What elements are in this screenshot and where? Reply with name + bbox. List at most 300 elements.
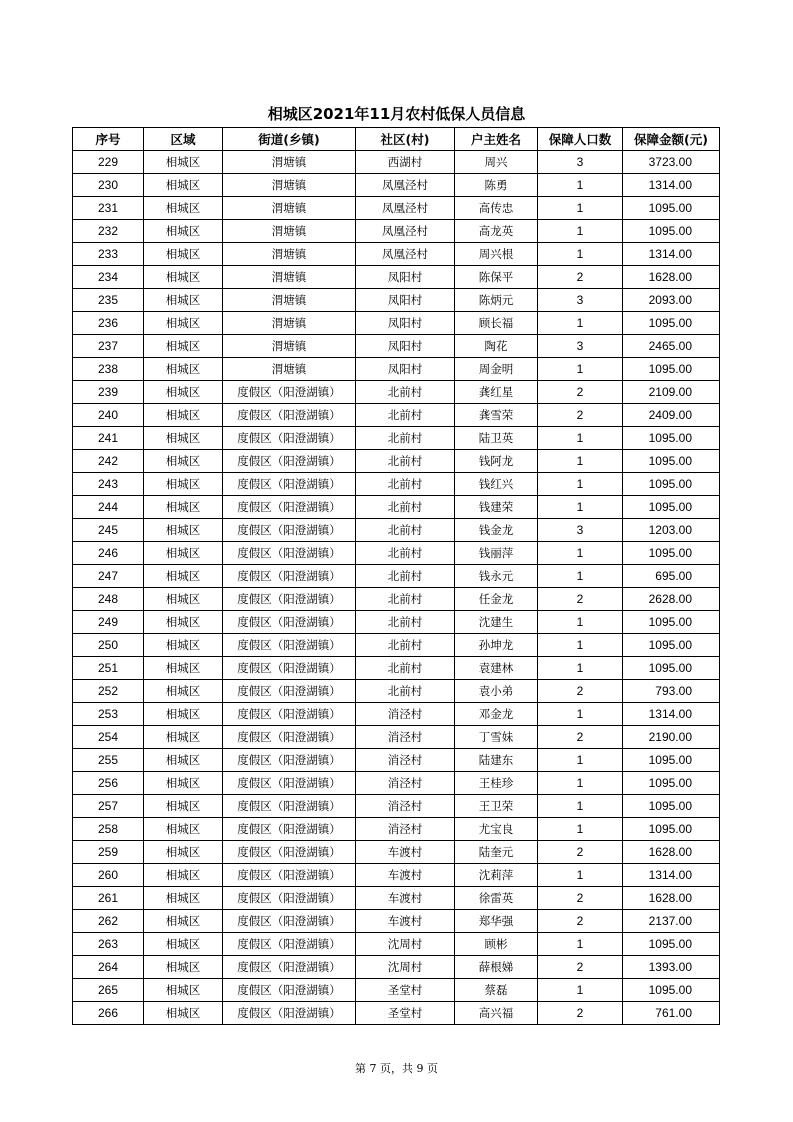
householder-cell: 徐雷英 [455, 887, 538, 910]
index-cell: 256 [73, 772, 144, 795]
region-cell: 相城区 [144, 450, 223, 473]
community-cell: 北前村 [356, 381, 455, 404]
page-title: 相城区2021年11月农村低保人员信息 [267, 105, 526, 123]
index-cell: 229 [73, 151, 144, 174]
table-row [73, 542, 720, 565]
index-cell: 252 [73, 680, 144, 703]
index-cell: 236 [73, 312, 144, 335]
community-cell: 消泾村 [356, 795, 455, 818]
region-cell: 相城区 [144, 151, 223, 174]
region-cell: 相城区 [144, 565, 223, 588]
index-cell: 261 [73, 887, 144, 910]
persons-cell: 1 [538, 473, 623, 496]
persons-cell: 1 [538, 749, 623, 772]
region-cell: 相城区 [144, 772, 223, 795]
region-cell: 相城区 [144, 427, 223, 450]
householder-cell: 尤宝良 [455, 818, 538, 841]
street-cell: 度假区（阳澄湖镇） [223, 680, 356, 703]
amount-cell: 2409.00 [623, 404, 720, 427]
community-cell: 沈周村 [356, 956, 455, 979]
community-cell: 凤凰泾村 [356, 197, 455, 220]
householder-cell: 钱金龙 [455, 519, 538, 542]
amount-cell: 793.00 [623, 680, 720, 703]
householder-cell: 顾长福 [455, 312, 538, 335]
region-cell: 相城区 [144, 864, 223, 887]
householder-cell: 钱建荣 [455, 496, 538, 519]
index-cell: 233 [73, 243, 144, 266]
street-cell: 度假区（阳澄湖镇） [223, 749, 356, 772]
table-row [73, 266, 720, 289]
table-row [73, 243, 720, 266]
persons-cell: 3 [538, 289, 623, 312]
street-cell: 渭塘镇 [223, 220, 356, 243]
table-row [73, 312, 720, 335]
amount-cell: 1095.00 [623, 634, 720, 657]
householder-cell: 钱红兴 [455, 473, 538, 496]
region-cell: 相城区 [144, 404, 223, 427]
community-cell: 凤凰泾村 [356, 243, 455, 266]
index-cell: 249 [73, 611, 144, 634]
householder-cell: 高兴福 [455, 1002, 538, 1025]
region-cell: 相城区 [144, 220, 223, 243]
community-cell: 消泾村 [356, 703, 455, 726]
community-cell: 北前村 [356, 680, 455, 703]
householder-cell: 陈炳元 [455, 289, 538, 312]
header-row [73, 128, 720, 151]
householder-cell: 顾彬 [455, 933, 538, 956]
header-cell-street: 街道(乡镇) [223, 128, 356, 151]
table-row [73, 220, 720, 243]
table-row [73, 818, 720, 841]
header-cell-community: 社区(村) [356, 128, 455, 151]
householder-cell: 郑华强 [455, 910, 538, 933]
street-cell: 度假区（阳澄湖镇） [223, 611, 356, 634]
region-cell: 相城区 [144, 243, 223, 266]
community-cell: 车渡村 [356, 887, 455, 910]
index-cell: 248 [73, 588, 144, 611]
amount-cell: 3723.00 [623, 151, 720, 174]
street-cell: 度假区（阳澄湖镇） [223, 703, 356, 726]
amount-cell: 1095.00 [623, 818, 720, 841]
index-cell: 257 [73, 795, 144, 818]
amount-cell: 1095.00 [623, 496, 720, 519]
street-cell: 渭塘镇 [223, 289, 356, 312]
index-cell: 251 [73, 657, 144, 680]
householder-cell: 钱永元 [455, 565, 538, 588]
community-cell: 圣堂村 [356, 1002, 455, 1025]
region-cell: 相城区 [144, 473, 223, 496]
index-cell: 266 [73, 1002, 144, 1025]
region-cell: 相城区 [144, 979, 223, 1002]
persons-cell: 1 [538, 174, 623, 197]
street-cell: 度假区（阳澄湖镇） [223, 427, 356, 450]
region-cell: 相城区 [144, 634, 223, 657]
street-cell: 渭塘镇 [223, 358, 356, 381]
index-cell: 240 [73, 404, 144, 427]
region-cell: 相城区 [144, 197, 223, 220]
table-body [73, 151, 720, 1025]
region-cell: 相城区 [144, 910, 223, 933]
table-row [73, 703, 720, 726]
index-cell: 242 [73, 450, 144, 473]
persons-cell: 1 [538, 542, 623, 565]
community-cell: 凤阳村 [356, 358, 455, 381]
community-cell: 北前村 [356, 634, 455, 657]
householder-cell: 王桂珍 [455, 772, 538, 795]
region-cell: 相城区 [144, 611, 223, 634]
region-cell: 相城区 [144, 703, 223, 726]
table-row [73, 933, 720, 956]
amount-cell: 1314.00 [623, 703, 720, 726]
householder-cell: 高传忠 [455, 197, 538, 220]
amount-cell: 1095.00 [623, 358, 720, 381]
persons-cell: 1 [538, 979, 623, 1002]
community-cell: 沈周村 [356, 933, 455, 956]
community-cell: 圣堂村 [356, 979, 455, 1002]
index-cell: 263 [73, 933, 144, 956]
street-cell: 度假区（阳澄湖镇） [223, 634, 356, 657]
persons-cell: 2 [538, 956, 623, 979]
householder-cell: 孙坤龙 [455, 634, 538, 657]
amount-cell: 1095.00 [623, 197, 720, 220]
householder-cell: 陈保平 [455, 266, 538, 289]
region-cell: 相城区 [144, 358, 223, 381]
region-cell: 相城区 [144, 795, 223, 818]
street-cell: 渭塘镇 [223, 197, 356, 220]
region-cell: 相城区 [144, 841, 223, 864]
persons-cell: 2 [538, 381, 623, 404]
table-row [73, 772, 720, 795]
table-row [73, 634, 720, 657]
table-row [73, 680, 720, 703]
index-cell: 258 [73, 818, 144, 841]
amount-cell: 1314.00 [623, 864, 720, 887]
region-cell: 相城区 [144, 933, 223, 956]
community-cell: 消泾村 [356, 818, 455, 841]
persons-cell: 2 [538, 841, 623, 864]
index-cell: 245 [73, 519, 144, 542]
community-cell: 北前村 [356, 427, 455, 450]
persons-cell: 1 [538, 565, 623, 588]
region-cell: 相城区 [144, 1002, 223, 1025]
amount-cell: 1095.00 [623, 312, 720, 335]
householder-cell: 周兴根 [455, 243, 538, 266]
householder-cell: 龚雪荣 [455, 404, 538, 427]
persons-cell: 3 [538, 151, 623, 174]
amount-cell: 1095.00 [623, 933, 720, 956]
street-cell: 度假区（阳澄湖镇） [223, 956, 356, 979]
persons-cell: 1 [538, 933, 623, 956]
amount-cell: 2190.00 [623, 726, 720, 749]
persons-cell: 2 [538, 588, 623, 611]
householder-cell: 陆奎元 [455, 841, 538, 864]
street-cell: 度假区（阳澄湖镇） [223, 1002, 356, 1025]
amount-cell: 695.00 [623, 565, 720, 588]
street-cell: 度假区（阳澄湖镇） [223, 933, 356, 956]
amount-cell: 1203.00 [623, 519, 720, 542]
street-cell: 渭塘镇 [223, 243, 356, 266]
amount-cell: 1095.00 [623, 795, 720, 818]
amount-cell: 1095.00 [623, 772, 720, 795]
householder-cell: 袁小弟 [455, 680, 538, 703]
header-cell-region: 区域 [144, 128, 223, 151]
region-cell: 相城区 [144, 174, 223, 197]
table-row [73, 404, 720, 427]
table-row [73, 151, 720, 174]
community-cell: 西湖村 [356, 151, 455, 174]
persons-cell: 1 [538, 220, 623, 243]
householder-cell: 陶花 [455, 335, 538, 358]
community-cell: 北前村 [356, 611, 455, 634]
table-row [73, 335, 720, 358]
index-cell: 243 [73, 473, 144, 496]
persons-cell: 1 [538, 703, 623, 726]
persons-cell: 1 [538, 634, 623, 657]
street-cell: 度假区（阳澄湖镇） [223, 404, 356, 427]
region-cell: 相城区 [144, 335, 223, 358]
persons-cell: 2 [538, 1002, 623, 1025]
street-cell: 渭塘镇 [223, 151, 356, 174]
community-cell: 车渡村 [356, 910, 455, 933]
street-cell: 渭塘镇 [223, 312, 356, 335]
table-row [73, 519, 720, 542]
table-row [73, 657, 720, 680]
index-cell: 254 [73, 726, 144, 749]
persons-cell: 1 [538, 864, 623, 887]
index-cell: 231 [73, 197, 144, 220]
persons-cell: 1 [538, 657, 623, 680]
table-row [73, 910, 720, 933]
street-cell: 度假区（阳澄湖镇） [223, 864, 356, 887]
table-row [73, 358, 720, 381]
community-cell: 凤阳村 [356, 335, 455, 358]
persons-cell: 2 [538, 680, 623, 703]
table-row [73, 496, 720, 519]
header-cell-householder: 户主姓名 [455, 128, 538, 151]
region-cell: 相城区 [144, 496, 223, 519]
householder-cell: 袁建林 [455, 657, 538, 680]
index-cell: 230 [73, 174, 144, 197]
table-row [73, 427, 720, 450]
street-cell: 度假区（阳澄湖镇） [223, 542, 356, 565]
table-row [73, 289, 720, 312]
amount-cell: 1628.00 [623, 841, 720, 864]
region-cell: 相城区 [144, 818, 223, 841]
amount-cell: 1095.00 [623, 611, 720, 634]
community-cell: 北前村 [356, 519, 455, 542]
amount-cell: 2628.00 [623, 588, 720, 611]
persons-cell: 1 [538, 818, 623, 841]
index-cell: 262 [73, 910, 144, 933]
index-cell: 255 [73, 749, 144, 772]
community-cell: 凤阳村 [356, 266, 455, 289]
region-cell: 相城区 [144, 887, 223, 910]
index-cell: 235 [73, 289, 144, 312]
index-cell: 253 [73, 703, 144, 726]
persons-cell: 2 [538, 404, 623, 427]
street-cell: 度假区（阳澄湖镇） [223, 887, 356, 910]
community-cell: 北前村 [356, 473, 455, 496]
street-cell: 度假区（阳澄湖镇） [223, 772, 356, 795]
amount-cell: 1393.00 [623, 956, 720, 979]
table-row [73, 956, 720, 979]
table-row [73, 864, 720, 887]
street-cell: 度假区（阳澄湖镇） [223, 450, 356, 473]
index-cell: 244 [73, 496, 144, 519]
region-cell: 相城区 [144, 749, 223, 772]
community-cell: 凤阳村 [356, 312, 455, 335]
table-row [73, 381, 720, 404]
table-row [73, 841, 720, 864]
table-row [73, 887, 720, 910]
community-cell: 车渡村 [356, 841, 455, 864]
householder-cell: 蔡磊 [455, 979, 538, 1002]
community-cell: 消泾村 [356, 772, 455, 795]
street-cell: 度假区（阳澄湖镇） [223, 473, 356, 496]
region-cell: 相城区 [144, 726, 223, 749]
low-income-table [72, 127, 720, 1025]
community-cell: 北前村 [356, 657, 455, 680]
table-row [73, 726, 720, 749]
amount-cell: 1095.00 [623, 979, 720, 1002]
table-row [73, 473, 720, 496]
householder-cell: 龚红星 [455, 381, 538, 404]
persons-cell: 1 [538, 358, 623, 381]
amount-cell: 2093.00 [623, 289, 720, 312]
persons-cell: 2 [538, 726, 623, 749]
householder-cell: 丁雪妹 [455, 726, 538, 749]
householder-cell: 任金龙 [455, 588, 538, 611]
amount-cell: 1314.00 [623, 174, 720, 197]
street-cell: 度假区（阳澄湖镇） [223, 795, 356, 818]
amount-cell: 1095.00 [623, 450, 720, 473]
householder-cell: 邓金龙 [455, 703, 538, 726]
region-cell: 相城区 [144, 381, 223, 404]
community-cell: 北前村 [356, 542, 455, 565]
header-cell-index: 序号 [73, 128, 144, 151]
street-cell: 渭塘镇 [223, 266, 356, 289]
region-cell: 相城区 [144, 680, 223, 703]
street-cell: 度假区（阳澄湖镇） [223, 726, 356, 749]
region-cell: 相城区 [144, 588, 223, 611]
householder-cell: 沈莉萍 [455, 864, 538, 887]
persons-cell: 1 [538, 312, 623, 335]
amount-cell: 1314.00 [623, 243, 720, 266]
householder-cell: 陆卫英 [455, 427, 538, 450]
amount-cell: 761.00 [623, 1002, 720, 1025]
persons-cell: 2 [538, 910, 623, 933]
persons-cell: 2 [538, 266, 623, 289]
region-cell: 相城区 [144, 542, 223, 565]
index-cell: 247 [73, 565, 144, 588]
householder-cell: 沈建生 [455, 611, 538, 634]
region-cell: 相城区 [144, 956, 223, 979]
persons-cell: 1 [538, 427, 623, 450]
amount-cell: 1628.00 [623, 266, 720, 289]
amount-cell: 1095.00 [623, 473, 720, 496]
persons-cell: 3 [538, 335, 623, 358]
table-row [73, 197, 720, 220]
persons-cell: 1 [538, 450, 623, 473]
street-cell: 度假区（阳澄湖镇） [223, 519, 356, 542]
region-cell: 相城区 [144, 289, 223, 312]
community-cell: 消泾村 [356, 726, 455, 749]
householder-cell: 薛根娣 [455, 956, 538, 979]
index-cell: 239 [73, 381, 144, 404]
street-cell: 渭塘镇 [223, 174, 356, 197]
region-cell: 相城区 [144, 312, 223, 335]
community-cell: 北前村 [356, 565, 455, 588]
index-cell: 232 [73, 220, 144, 243]
index-cell: 260 [73, 864, 144, 887]
amount-cell: 2465.00 [623, 335, 720, 358]
region-cell: 相城区 [144, 519, 223, 542]
community-cell: 北前村 [356, 496, 455, 519]
amount-cell: 1628.00 [623, 887, 720, 910]
street-cell: 渭塘镇 [223, 335, 356, 358]
page-footer: 第 7 页，共 9 页 [355, 1062, 438, 1075]
householder-cell: 王卫荣 [455, 795, 538, 818]
amount-cell: 2137.00 [623, 910, 720, 933]
street-cell: 度假区（阳澄湖镇） [223, 841, 356, 864]
index-cell: 250 [73, 634, 144, 657]
amount-cell: 1095.00 [623, 749, 720, 772]
street-cell: 度假区（阳澄湖镇） [223, 565, 356, 588]
table-row [73, 795, 720, 818]
table-row [73, 979, 720, 1002]
header-cell-persons: 保障人口数 [538, 128, 623, 151]
index-cell: 246 [73, 542, 144, 565]
persons-cell: 1 [538, 772, 623, 795]
householder-cell: 陆建东 [455, 749, 538, 772]
street-cell: 度假区（阳澄湖镇） [223, 818, 356, 841]
community-cell: 凤凰泾村 [356, 220, 455, 243]
community-cell: 车渡村 [356, 864, 455, 887]
region-cell: 相城区 [144, 266, 223, 289]
persons-cell: 2 [538, 887, 623, 910]
amount-cell: 1095.00 [623, 542, 720, 565]
index-cell: 259 [73, 841, 144, 864]
persons-cell: 3 [538, 519, 623, 542]
amount-cell: 1095.00 [623, 427, 720, 450]
street-cell: 度假区（阳澄湖镇） [223, 979, 356, 1002]
householder-cell: 周金明 [455, 358, 538, 381]
householder-cell: 周兴 [455, 151, 538, 174]
householder-cell: 高龙英 [455, 220, 538, 243]
table-row [73, 611, 720, 634]
persons-cell: 1 [538, 611, 623, 634]
householder-cell: 钱阿龙 [455, 450, 538, 473]
index-cell: 238 [73, 358, 144, 381]
persons-cell: 1 [538, 795, 623, 818]
table-row [73, 174, 720, 197]
table-row [73, 588, 720, 611]
table-row [73, 565, 720, 588]
amount-cell: 1095.00 [623, 220, 720, 243]
index-cell: 237 [73, 335, 144, 358]
street-cell: 度假区（阳澄湖镇） [223, 588, 356, 611]
persons-cell: 1 [538, 197, 623, 220]
persons-cell: 1 [538, 496, 623, 519]
amount-cell: 1095.00 [623, 657, 720, 680]
table-row [73, 450, 720, 473]
community-cell: 凤阳村 [356, 289, 455, 312]
street-cell: 度假区（阳澄湖镇） [223, 381, 356, 404]
region-cell: 相城区 [144, 657, 223, 680]
index-cell: 264 [73, 956, 144, 979]
street-cell: 度假区（阳澄湖镇） [223, 496, 356, 519]
amount-cell: 2109.00 [623, 381, 720, 404]
